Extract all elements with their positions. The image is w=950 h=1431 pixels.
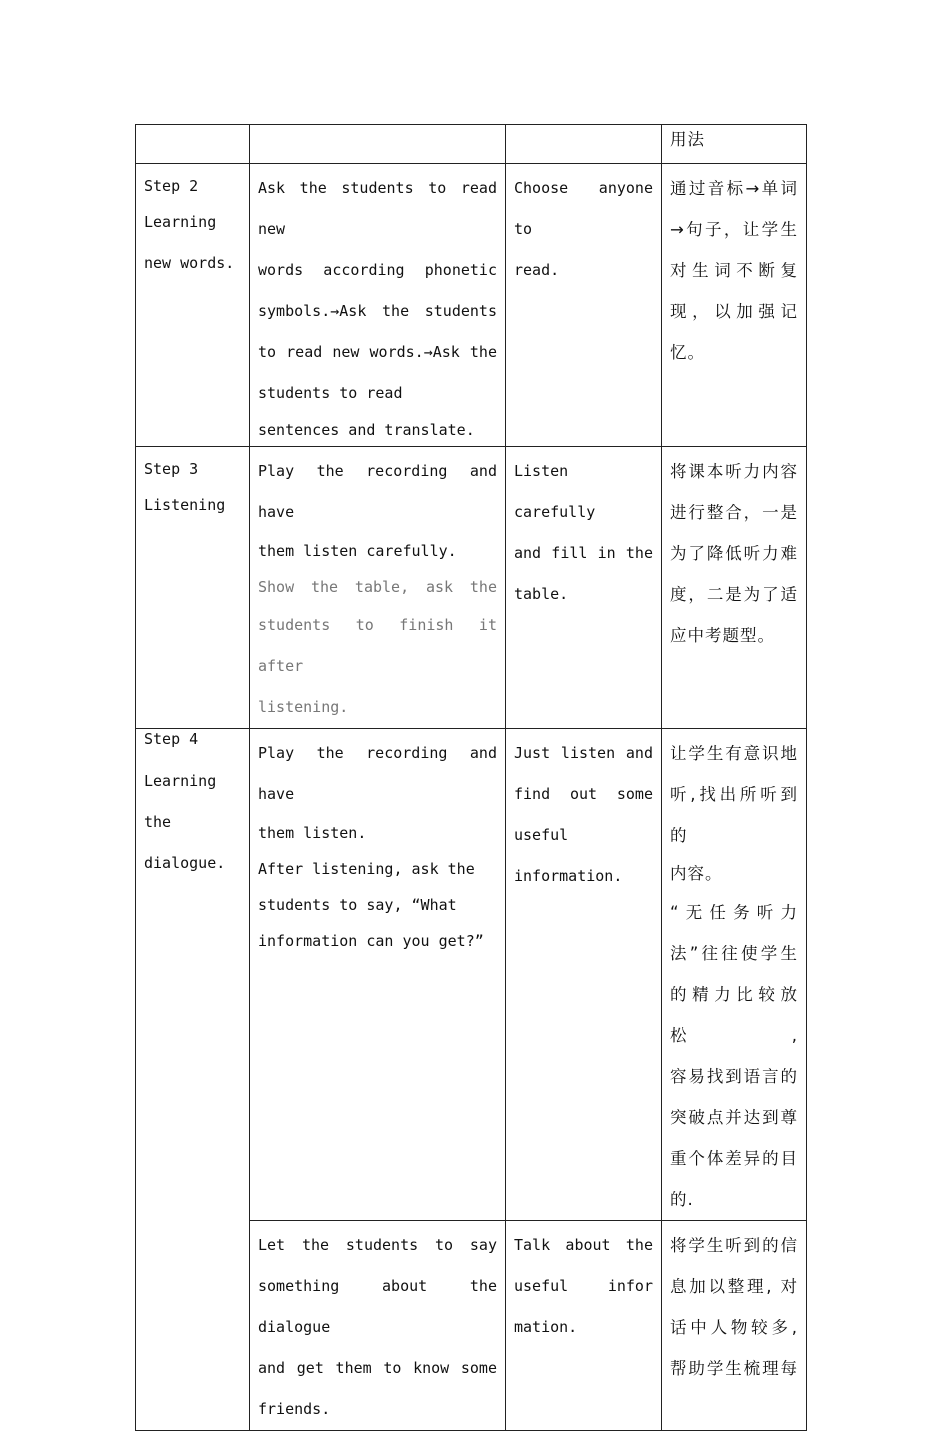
purpose-cell	[662, 1221, 807, 1431]
table-row	[136, 729, 807, 1221]
purpose-line: 重个体差异的目	[670, 1149, 798, 1168]
step-line: Learning	[144, 213, 217, 231]
purpose-line: 内容。	[670, 864, 723, 883]
step-line: Step 3	[144, 460, 199, 478]
student-line: and fill in the	[514, 544, 653, 562]
table-row	[136, 447, 807, 729]
lesson-plan-table	[135, 124, 807, 1431]
teacher-line: students to finish it after	[258, 616, 497, 675]
student-line: information.	[514, 867, 623, 885]
purpose-line: 话中人物较多,	[670, 1318, 798, 1337]
teacher-line: symbols.→Ask the students	[258, 302, 497, 320]
teacher-line: them listen carefully.	[258, 542, 457, 560]
step-cell	[136, 729, 250, 1431]
student-line: find out some	[514, 785, 653, 803]
teacher-line: information can you get?”	[258, 932, 484, 950]
step-cell	[136, 447, 250, 729]
purpose-line: 法”往往使学生	[670, 944, 798, 963]
purpose-line: 将学生听到的信	[670, 1236, 798, 1255]
purpose-line: 的.	[670, 1190, 694, 1209]
teacher-line: Play the recording and have	[258, 462, 497, 521]
teacher-line: friends.	[258, 1400, 331, 1418]
teacher-line: Show the table, ask the	[258, 578, 497, 596]
purpose-cell	[662, 125, 807, 164]
purpose-line: 将课本听力内容	[670, 462, 798, 481]
purpose-line: 通过音标→单词	[670, 179, 798, 198]
student-line: Talk about the	[514, 1236, 653, 1254]
teacher-activity-cell	[250, 164, 506, 447]
student-activity-cell	[506, 729, 662, 1221]
purpose-line: 为了降低听力难	[670, 544, 798, 563]
purpose-line: 用法	[670, 130, 705, 149]
teacher-line: students to say, “What	[258, 896, 457, 914]
step-cell	[136, 125, 250, 164]
purpose-line: 忆。	[670, 343, 705, 362]
purpose-line: 度，二是为了适	[670, 585, 798, 604]
step-line: Step 4	[144, 730, 199, 748]
table-row	[136, 125, 807, 164]
student-line: table.	[514, 585, 569, 603]
purpose-line: 息加以整理, 对	[670, 1277, 798, 1296]
student-line: Listen carefully	[514, 462, 596, 521]
purpose-line: 的精力比较放松,	[670, 985, 798, 1045]
teacher-line: Let the students to say	[258, 1236, 497, 1254]
purpose-line: 进行整合，一是	[670, 503, 798, 522]
student-line: useful infor	[514, 1277, 653, 1295]
student-line: Choose anyone to	[514, 179, 653, 238]
step-line: dialogue.	[144, 854, 226, 872]
purpose-line: 现，以加强记	[670, 302, 798, 321]
purpose-line: 听,找出所听到的	[670, 785, 798, 845]
student-activity-cell	[506, 125, 662, 164]
purpose-cell	[662, 729, 807, 1221]
purpose-line: 容易找到语言的	[670, 1067, 798, 1086]
teacher-activity-cell	[250, 1221, 506, 1431]
purpose-cell	[662, 447, 807, 729]
purpose-line: 突破点并达到尊	[670, 1108, 798, 1127]
teacher-line: and get them to know some	[258, 1359, 497, 1377]
teacher-line: something about the dialogue	[258, 1277, 497, 1336]
teacher-line: words according phonetic	[258, 261, 497, 279]
purpose-line: 帮助学生梳理每	[670, 1359, 798, 1378]
teacher-line: sentences and translate.	[258, 421, 475, 439]
student-line: read.	[514, 261, 560, 279]
table-row	[136, 164, 807, 447]
step-line: Listening	[144, 496, 226, 514]
teacher-line: Play the recording and have	[258, 744, 497, 803]
teacher-activity-cell	[250, 447, 506, 729]
step-line: new words.	[144, 254, 235, 272]
teacher-activity-cell	[250, 729, 506, 1221]
purpose-line: 应中考题型。	[670, 626, 775, 645]
step-line: the	[144, 813, 172, 831]
student-line: Just listen and	[514, 744, 653, 762]
purpose-line: 对生词不断复	[670, 261, 798, 280]
step-line: Step 2	[144, 177, 199, 195]
student-activity-cell	[506, 164, 662, 447]
step-line: Learning	[144, 772, 217, 790]
purpose-line: 让学生有意识地	[670, 744, 798, 763]
step-cell	[136, 164, 250, 447]
student-line: useful	[514, 826, 569, 844]
purpose-line: “无任务听力	[670, 903, 798, 922]
teacher-line: Ask the students to read new	[258, 179, 497, 238]
purpose-cell	[662, 164, 807, 447]
student-activity-cell	[506, 447, 662, 729]
purpose-line: →句子，让学生	[670, 220, 798, 239]
teacher-line: to read new words.→Ask the	[258, 343, 497, 361]
teacher-line: After listening, ask the	[258, 860, 475, 878]
teacher-line: them listen.	[258, 824, 367, 842]
teacher-line: listening.	[258, 698, 349, 716]
student-activity-cell	[506, 1221, 662, 1431]
teacher-activity-cell	[250, 125, 506, 164]
teacher-line: students to read	[258, 384, 403, 402]
student-line: mation.	[514, 1318, 578, 1336]
